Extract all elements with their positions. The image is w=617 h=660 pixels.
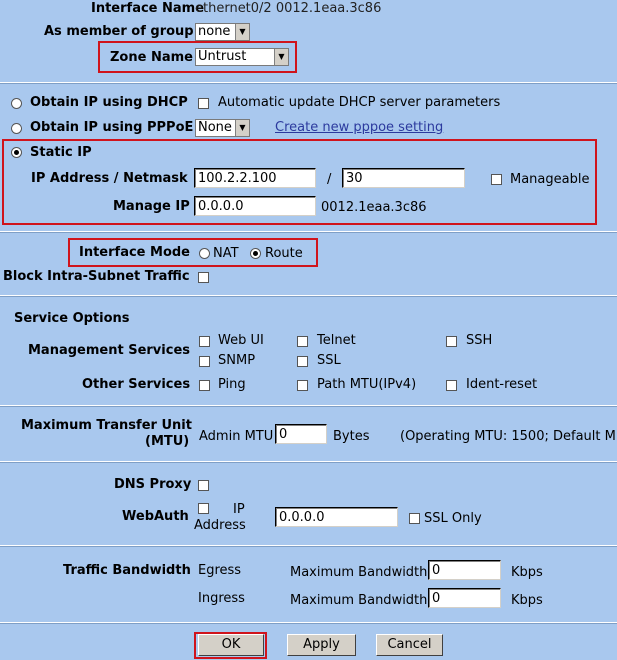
static-ip-radio[interactable]	[11, 147, 22, 158]
divider	[0, 82, 617, 84]
ssl-checkbox[interactable]	[297, 356, 308, 367]
dns-proxy-checkbox[interactable]	[198, 480, 209, 491]
ip-address-input[interactable]	[194, 168, 316, 188]
zone-name-select[interactable]	[195, 48, 289, 66]
divider	[0, 231, 617, 233]
ingress-max-label: Maximum Bandwidth	[290, 593, 428, 608]
management-services-label: Management Services	[28, 343, 190, 358]
ident-reset-checkbox[interactable]	[446, 380, 457, 391]
interface-mode-label: Interface Mode	[79, 245, 191, 260]
route-radio[interactable]	[250, 248, 261, 259]
zone-name-value: Untrust	[198, 49, 247, 64]
webauth-ip-label-2: Address	[194, 518, 246, 533]
ssh-checkbox[interactable]	[446, 336, 457, 347]
pppoe-value: None	[198, 120, 232, 135]
ssl-only-label: SSL Only	[424, 511, 482, 526]
egress-unit: Kbps	[511, 565, 543, 580]
apply-button[interactable]: Apply	[287, 634, 356, 656]
chevron-down-icon: ▼	[274, 49, 288, 65]
pppoe-label: Obtain IP using PPPoE	[30, 120, 194, 135]
member-group-value: none	[198, 24, 231, 39]
interface-name-value: ethernet0/2 0012.1eaa.3c86	[195, 1, 382, 16]
webauth-ip-input[interactable]	[275, 507, 398, 527]
webauth-checkbox[interactable]	[198, 503, 209, 514]
admin-mtu-input[interactable]	[275, 424, 327, 444]
manage-ip-input[interactable]	[194, 196, 316, 216]
route-label: Route	[265, 246, 303, 261]
admin-mtu-label: Admin MTU	[199, 429, 274, 444]
service-options-heading: Service Options	[14, 311, 130, 326]
dns-proxy-label: DNS Proxy	[114, 477, 192, 492]
dhcp-auto-checkbox[interactable]	[198, 98, 209, 109]
chevron-down-icon: ▼	[235, 24, 249, 40]
member-group-label: As member of group	[44, 24, 194, 39]
dhcp-label: Obtain IP using DHCP	[30, 95, 188, 110]
ingress-bandwidth-input[interactable]	[428, 588, 501, 608]
ssl-label: SSL	[317, 353, 341, 368]
telnet-label: Telnet	[317, 333, 356, 348]
zone-name-label: Zone Name	[110, 50, 193, 65]
traffic-bandwidth-label: Traffic Bandwidth	[63, 563, 191, 578]
mtu-label-line2: (MTU)	[145, 434, 190, 449]
dhcp-radio[interactable]	[11, 98, 22, 109]
nat-label: NAT	[213, 246, 239, 261]
ping-label: Ping	[218, 377, 246, 392]
manageable-label: Manageable	[510, 172, 590, 187]
ssl-only-checkbox[interactable]	[409, 513, 420, 524]
other-services-label: Other Services	[82, 377, 191, 392]
webui-label: Web UI	[218, 333, 264, 348]
telnet-checkbox[interactable]	[297, 336, 308, 347]
manage-mac-value: 0012.1eaa.3c86	[321, 200, 427, 215]
ok-button[interactable]: OK	[198, 634, 264, 656]
snmp-checkbox[interactable]	[199, 356, 210, 367]
egress-label: Egress	[198, 563, 242, 578]
block-intra-subnet-label: Block Intra-Subnet Traffic	[3, 269, 190, 284]
divider	[0, 405, 617, 407]
member-group-select[interactable]	[195, 23, 250, 41]
divider	[0, 461, 617, 463]
egress-max-label: Maximum Bandwidth	[290, 565, 428, 580]
netmask-slash: /	[327, 172, 332, 187]
bytes-label: Bytes	[333, 429, 370, 444]
ingress-unit: Kbps	[511, 593, 543, 608]
chevron-down-icon: ▼	[235, 120, 249, 136]
webauth-label: WebAuth	[122, 509, 189, 524]
divider	[0, 622, 617, 624]
egress-bandwidth-input[interactable]	[428, 560, 501, 580]
divider	[0, 295, 617, 297]
path-mtu-label: Path MTU(IPv4)	[317, 377, 417, 392]
dhcp-auto-label: Automatic update DHCP server parameters	[218, 95, 501, 110]
mtu-label-line1: Maximum Transfer Unit	[21, 418, 192, 433]
pppoe-select[interactable]	[195, 119, 250, 137]
nat-radio[interactable]	[199, 248, 210, 259]
interface-name-label: Interface Name	[91, 1, 205, 16]
create-pppoe-link[interactable]: Create new pppoe setting	[275, 120, 444, 135]
static-ip-label: Static IP	[30, 145, 92, 160]
ping-checkbox[interactable]	[199, 380, 210, 391]
divider	[0, 545, 617, 547]
cancel-button[interactable]: Cancel	[376, 634, 443, 656]
ingress-label: Ingress	[198, 591, 245, 606]
webauth-ip-label-1: IP	[233, 502, 245, 517]
path-mtu-checkbox[interactable]	[297, 380, 308, 391]
pppoe-radio[interactable]	[11, 123, 22, 134]
ip-netmask-label: IP Address / Netmask	[31, 171, 188, 186]
snmp-label: SNMP	[218, 353, 256, 368]
manage-ip-label: Manage IP	[113, 199, 190, 214]
webui-checkbox[interactable]	[199, 336, 210, 347]
manageable-checkbox[interactable]	[491, 174, 502, 185]
ident-reset-label: Ident-reset	[466, 377, 538, 392]
block-intra-subnet-checkbox[interactable]	[198, 272, 209, 283]
ssh-label: SSH	[466, 333, 493, 348]
netmask-input[interactable]	[342, 168, 465, 188]
operating-mtu-text: (Operating MTU: 1500; Default M	[400, 429, 616, 444]
